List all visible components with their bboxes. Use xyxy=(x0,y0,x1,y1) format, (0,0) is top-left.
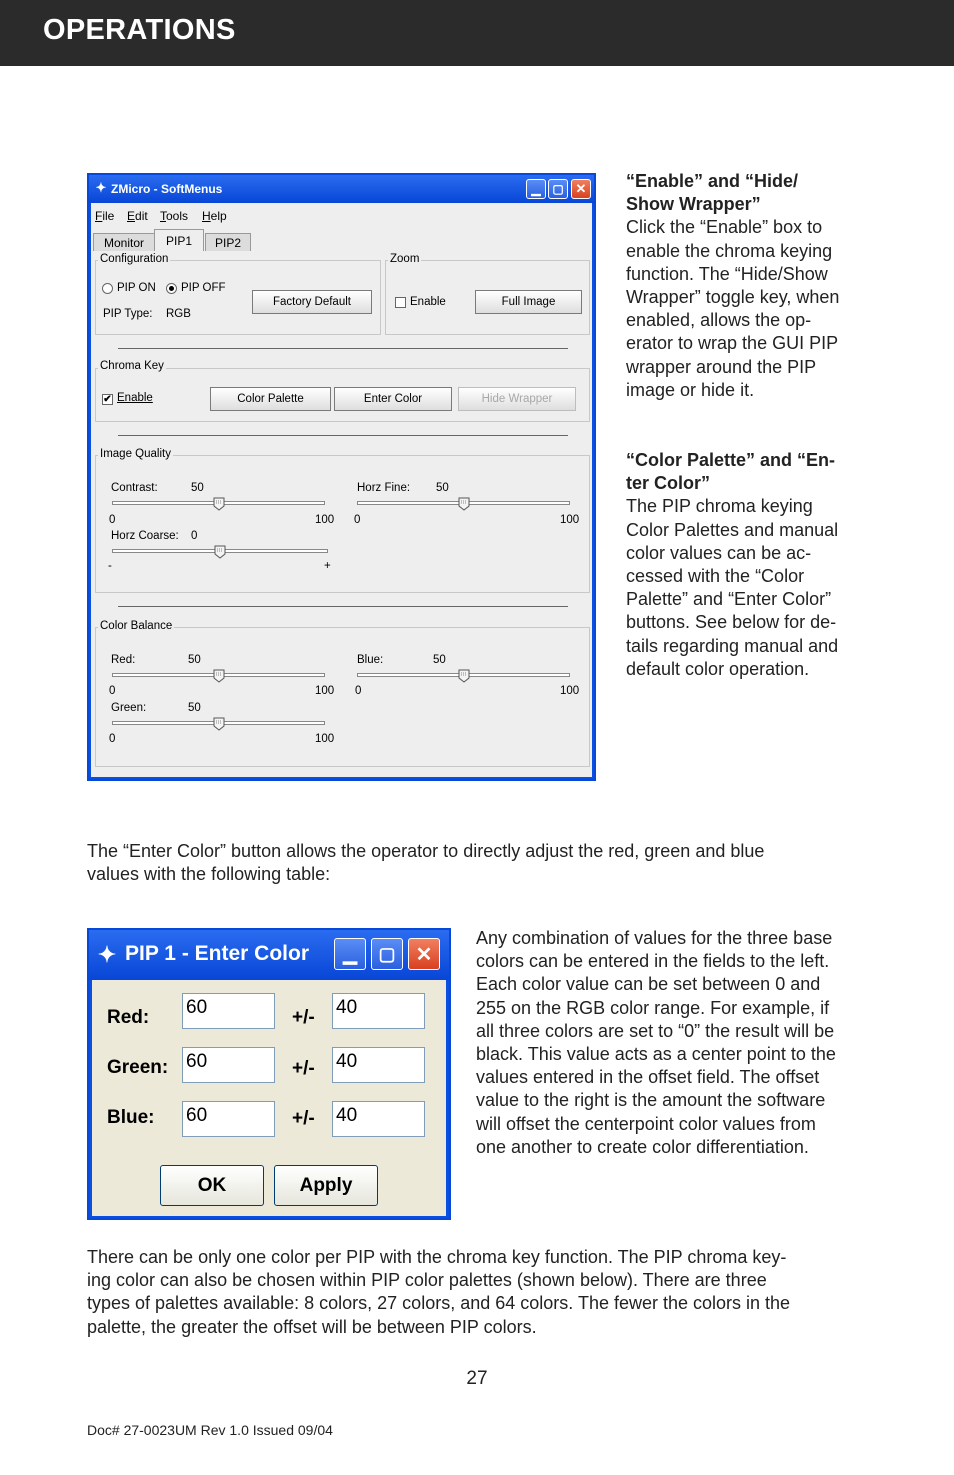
side-line: function. The “Hide/Show xyxy=(626,263,828,284)
paragraph-line: There can be only one color per PIP with the chroma key function. The PIP chroma key- xyxy=(87,1247,787,1267)
side-heading-line: ter Color” xyxy=(626,473,711,494)
chroma-enable-label: Enable xyxy=(117,392,153,404)
side-heading-line: “Enable” and “Hide/ xyxy=(626,171,799,191)
side-line: colors can be entered in the fields to the left. xyxy=(476,951,830,972)
enable-hide-wrapper-description xyxy=(626,170,839,402)
horz-fine-value: 50 xyxy=(436,482,449,494)
pip-type-value: RGB xyxy=(166,308,191,320)
image-quality-label: Image Quality xyxy=(100,448,171,460)
paragraph-line: values with the following table: xyxy=(87,864,331,885)
side-line: will offset the centerpoint color values from xyxy=(476,1113,816,1134)
contrast-slider-thumb[interactable] xyxy=(213,497,225,511)
pip-on-radio[interactable] xyxy=(102,283,113,294)
close-button[interactable] xyxy=(571,179,591,199)
tab-pip1[interactable]: PIP1 xyxy=(154,229,204,251)
red-value: 50 xyxy=(188,654,201,666)
horz-fine-label: Horz Fine: xyxy=(357,482,411,494)
side-line: color values can be ac- xyxy=(626,542,812,563)
minimize-icon: ▁ xyxy=(343,943,357,964)
tab-pip2[interactable]: PIP2 xyxy=(205,233,251,251)
configuration-label: Configuration xyxy=(100,253,169,265)
chroma-key-label: Chroma Key xyxy=(100,360,164,372)
close-icon: ✕ xyxy=(575,181,587,196)
side-line: Palette” and “Enter Color” xyxy=(626,589,832,610)
paragraph-line: The “Enter Color” button allows the operator to directly adjust the red, green and blue xyxy=(87,841,765,861)
app-icon: ✦ xyxy=(95,180,107,195)
apply-button[interactable]: Apply xyxy=(274,1165,378,1206)
tab-monitor[interactable]: Monitor xyxy=(93,233,155,251)
enter-color-explanation xyxy=(476,927,836,1159)
pip-off-radio[interactable] xyxy=(166,283,177,294)
color-palette-enter-color-description xyxy=(626,449,838,681)
green-max: 100 xyxy=(315,733,335,745)
full-image-button[interactable]: Full Image xyxy=(475,290,582,314)
red-offset-label: +/- xyxy=(292,1007,315,1028)
green-slider-thumb[interactable] xyxy=(213,717,225,731)
menu-edit[interactable]: Edit xyxy=(127,209,148,223)
horz-fine-min: 0 xyxy=(354,514,361,526)
blue-offset-input[interactable]: 40 xyxy=(332,1101,425,1137)
dialog-title: PIP 1 - Enter Color xyxy=(125,942,309,965)
green-offset-input[interactable]: 40 xyxy=(332,1047,425,1083)
side-line: Click the “Enable” box to xyxy=(626,217,823,238)
color-balance-group xyxy=(95,627,590,767)
side-line: wrapper around the PIP xyxy=(626,356,817,377)
side-line: The PIP chroma keying xyxy=(626,496,813,517)
red-label: Red: xyxy=(107,1007,150,1028)
blue-min: 0 xyxy=(355,685,362,697)
red-max: 100 xyxy=(315,685,335,697)
side-line: 255 on the RGB color range. For example, if xyxy=(476,997,830,1018)
side-line: default color operation. xyxy=(626,658,810,679)
side-line: tails regarding manual and xyxy=(626,635,839,656)
chroma-enable-checkbox[interactable]: ✔ xyxy=(103,394,112,405)
side-line: Any combination of values for the three base xyxy=(476,928,833,948)
contrast-max: 100 xyxy=(315,514,335,526)
softmenus-client xyxy=(91,203,592,777)
close-button[interactable] xyxy=(408,938,440,970)
side-line: Wrapper” toggle key, when xyxy=(626,287,840,308)
color-palette-button[interactable]: Color Palette xyxy=(210,387,331,411)
hide-wrapper-button[interactable]: Hide Wrapper xyxy=(458,387,576,411)
horz-fine-max: 100 xyxy=(560,514,580,526)
horz-coarse-min: - xyxy=(108,560,112,572)
dialog-titlebar[interactable] xyxy=(89,930,449,980)
blue-slider-thumb[interactable] xyxy=(458,669,470,683)
dialog-client xyxy=(92,980,446,1216)
close-icon: ✕ xyxy=(415,943,433,966)
blue-offset-label: +/- xyxy=(292,1108,315,1129)
maximize-icon: ▢ xyxy=(378,943,396,964)
side-line: enable the chroma keying xyxy=(626,240,833,261)
side-line: Color Palettes and manual xyxy=(626,519,839,540)
horz-coarse-slider-thumb[interactable] xyxy=(214,545,226,559)
section-title: OPERATIONS xyxy=(43,14,236,46)
maximize-icon: ▢ xyxy=(552,182,564,196)
green-value-input[interactable]: 60 xyxy=(182,1047,275,1083)
enter-color-dialog xyxy=(87,928,451,1220)
blue-label: Blue: xyxy=(357,654,384,666)
palette-paragraph xyxy=(87,1246,790,1339)
minimize-button[interactable] xyxy=(334,938,366,970)
softmenus-window xyxy=(87,173,596,781)
contrast-value: 50 xyxy=(191,482,204,494)
ok-button[interactable]: OK xyxy=(160,1165,264,1206)
red-label: Red: xyxy=(111,654,136,666)
paragraph-line: ing color can also be chosen within PIP color palettes (shown below). There are three xyxy=(87,1270,767,1291)
blue-label: Blue: xyxy=(107,1107,155,1128)
minimize-icon: ▁ xyxy=(531,182,541,196)
side-line: one another to create color differentiation. xyxy=(476,1136,809,1157)
minimize-button[interactable] xyxy=(526,179,546,199)
page-number: 27 xyxy=(466,1368,488,1389)
enter-color-intro xyxy=(87,840,764,886)
paragraph-line: types of palettes available: 8 colors, 27 colors, and 64 colors. The fewer the colors in the xyxy=(87,1293,791,1314)
paragraph-line: palette, the greater the offset will be between PIP colors. xyxy=(87,1316,537,1337)
side-heading-line: “Color Palette” and “En- xyxy=(626,450,836,470)
separator xyxy=(118,606,568,607)
contrast-min: 0 xyxy=(109,514,116,526)
side-line: Each color value can be set between 0 and xyxy=(476,974,821,995)
side-line: cessed with the “Color xyxy=(626,566,805,587)
side-line: value to the right is the amount the software xyxy=(476,1090,826,1111)
side-line: enabled, allows the op- xyxy=(626,310,812,331)
menu-tools[interactable]: Tools xyxy=(160,209,189,223)
horz-coarse-label: Horz Coarse: xyxy=(111,530,179,542)
green-label: Green: xyxy=(111,702,147,714)
color-balance-label: Color Balance xyxy=(100,620,173,632)
horz-fine-slider-thumb[interactable] xyxy=(458,497,470,511)
zoom-label: Zoom xyxy=(390,253,420,265)
maximize-button[interactable] xyxy=(371,938,403,970)
side-heading-line: Show Wrapper” xyxy=(626,194,761,215)
red-slider-thumb[interactable] xyxy=(213,669,225,683)
red-offset-input[interactable]: 40 xyxy=(332,993,425,1029)
maximize-button[interactable] xyxy=(548,179,568,199)
green-value: 50 xyxy=(188,702,201,714)
side-line: values entered in the offset field. The offset xyxy=(476,1067,820,1088)
side-line: all three colors are set to “0” the result will be xyxy=(476,1020,835,1041)
zoom-enable-label: Enable xyxy=(410,296,446,308)
document-footer: Doc# 27-0023UM Rev 1.0 Issued 09/04 xyxy=(87,1422,333,1438)
separator xyxy=(118,435,568,436)
pip-on-label: PIP ON xyxy=(117,282,156,294)
softmenus-titlebar[interactable] xyxy=(89,175,594,203)
horz-coarse-value: 0 xyxy=(191,530,198,542)
contrast-label: Contrast: xyxy=(111,482,158,494)
pip-off-label: PIP OFF xyxy=(181,282,226,294)
page-header xyxy=(0,0,954,66)
pip-type-label: PIP Type: xyxy=(103,308,153,320)
zoom-enable-checkbox[interactable] xyxy=(395,297,406,308)
green-label: Green: xyxy=(107,1057,169,1078)
green-offset-label: +/- xyxy=(292,1058,315,1079)
blue-value: 50 xyxy=(433,654,446,666)
green-min: 0 xyxy=(109,733,116,745)
red-value-input[interactable]: 60 xyxy=(182,993,275,1029)
app-icon: ✦ xyxy=(97,942,117,967)
factory-default-button[interactable]: Factory Default xyxy=(252,290,372,314)
side-line: black. This value acts as a center point to the xyxy=(476,1044,836,1065)
red-min: 0 xyxy=(109,685,116,697)
side-line: image or hide it. xyxy=(626,379,755,400)
side-line: erator to wrap the GUI PIP xyxy=(626,333,839,354)
image-quality-group xyxy=(95,455,590,593)
blue-value-input[interactable]: 60 xyxy=(182,1101,275,1137)
horz-coarse-max: + xyxy=(324,560,331,572)
menu-file[interactable]: File xyxy=(95,209,115,223)
side-line: buttons. See below for de- xyxy=(626,612,837,633)
blue-max: 100 xyxy=(560,685,580,697)
window-title: ZMicro - SoftMenus xyxy=(111,182,223,196)
menu-help[interactable]: Help xyxy=(202,209,227,223)
enter-color-button[interactable]: Enter Color xyxy=(334,387,452,411)
separator xyxy=(118,348,568,349)
